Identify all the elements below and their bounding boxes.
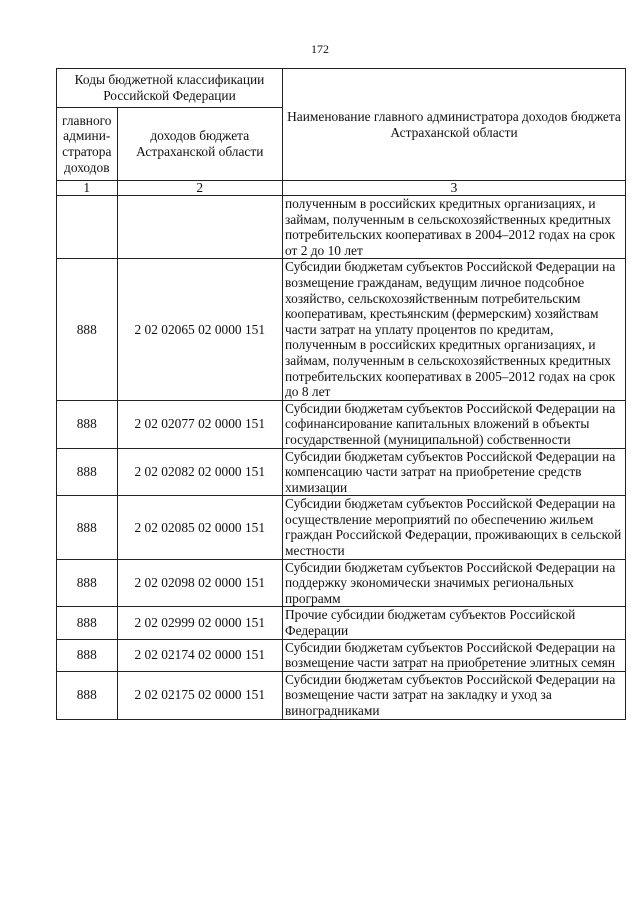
admin-name-cell: Субсидии бюджетам субъектов Российской Федерации на поддержку экономически значимых региональных программ: [282, 559, 625, 607]
budget-classification-table: [56, 68, 626, 720]
admin-name-cell: полученным в российских кредитных организациях, и займам, полученным в сельскохозяйственных кредитных потребительских кооперативах в 2004–2012 годах на срок от 2 до 10 лет: [282, 196, 625, 259]
table-row: [57, 259, 626, 400]
table-row: [57, 400, 626, 448]
admin-name-cell: Субсидии бюджетам субъектов Российской Федерации на возмещение гражданам, ведущим личное подсобное хозяйство, сельскохозяйственным потребительским кооперативам, крестьянским (фермерским) хозяйствам части затрат на уплату процентов по кредитам, полученным в российских кредитных организациях, и займам, полученным в сельскохозяйственных кредитных потребительских кооперативах в 2005–2012 годах на срок до 8 лет: [282, 259, 625, 400]
admin-code-cell: 888: [57, 607, 118, 639]
income-code-cell: 2 02 02175 02 0000 151: [117, 671, 282, 719]
header-col2-title: доходов бюджета Астраханской области: [117, 108, 282, 181]
table-row: [57, 448, 626, 496]
table-row: [57, 607, 626, 639]
admin-name-cell: Субсидии бюджетам субъектов Российской Федерации на осуществление мероприятий по обеспечению жильем граждан Российской Федерации, проживающих в сельской местности: [282, 496, 625, 559]
header-col-number: 2: [117, 181, 282, 196]
admin-code-cell: [57, 196, 118, 259]
admin-name-cell: Субсидии бюджетам субъектов Российской Федерации на компенсацию части затрат на приобретение средств химизации: [282, 448, 625, 496]
table-row: [57, 559, 626, 607]
admin-code-cell: 888: [57, 559, 118, 607]
header-col3-title: Наименование главного администратора доходов бюджета Астраханской области: [282, 69, 625, 181]
admin-name-cell: Субсидии бюджетам субъектов Российской Федерации на возмещение части затрат на приобретение элитных семян: [282, 639, 625, 671]
admin-code-cell: 888: [57, 400, 118, 448]
page-number: 172: [311, 42, 329, 56]
income-code-cell: 2 02 02065 02 0000 151: [117, 259, 282, 400]
admin-code-cell: 888: [57, 639, 118, 671]
admin-name-cell: Прочие субсидии бюджетам субъектов Российской Федерации: [282, 607, 625, 639]
income-code-cell: 2 02 02077 02 0000 151: [117, 400, 282, 448]
admin-code-cell: 888: [57, 496, 118, 559]
income-code-cell: [117, 196, 282, 259]
table-row: [57, 196, 626, 259]
admin-code-cell: 888: [57, 671, 118, 719]
admin-code-cell: 888: [57, 448, 118, 496]
admin-name-cell: Субсидии бюджетам субъектов Российской Федерации на софинансирование капитальных вложений в объекты государственной (муниципальной) собственности: [282, 400, 625, 448]
income-code-cell: 2 02 02999 02 0000 151: [117, 607, 282, 639]
income-code-cell: 2 02 02082 02 0000 151: [117, 448, 282, 496]
table-row: [57, 671, 626, 719]
header-group-title: Коды бюджетной классификации Российской Федерации: [57, 69, 283, 108]
table-row: [57, 496, 626, 559]
income-code-cell: 2 02 02098 02 0000 151: [117, 559, 282, 607]
admin-name-cell: Субсидии бюджетам субъектов Российской Федерации на возмещение части затрат на закладку и уход за виноградниками: [282, 671, 625, 719]
income-code-cell: 2 02 02174 02 0000 151: [117, 639, 282, 671]
income-code-cell: 2 02 02085 02 0000 151: [117, 496, 282, 559]
header-col-number: 3: [282, 181, 625, 196]
admin-code-cell: 888: [57, 259, 118, 400]
table-row: [57, 639, 626, 671]
header-col-number: 1: [57, 181, 118, 196]
header-col1-title: главного админи-стратора доходов: [57, 108, 118, 181]
